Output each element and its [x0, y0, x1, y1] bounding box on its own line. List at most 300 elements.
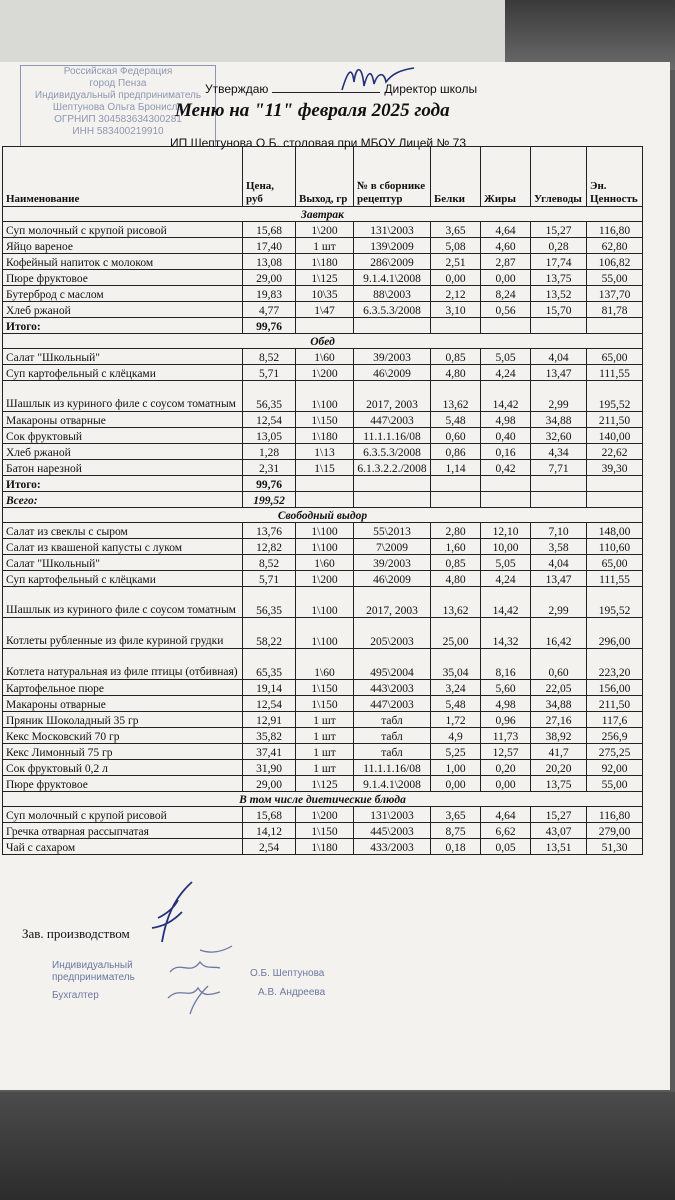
value-cell: 32,60: [531, 428, 587, 444]
dish-name-cell: Чай с сахаром: [3, 839, 243, 855]
value-cell: 5,05: [481, 349, 531, 365]
value-cell: 4,9: [431, 728, 481, 744]
value-cell: 55,00: [587, 776, 643, 792]
value-cell: 2,99: [531, 587, 587, 618]
value-cell: 443\2003: [354, 680, 431, 696]
value-cell: 8,75: [431, 823, 481, 839]
dish-name-cell: Макароны отварные: [3, 696, 243, 712]
dish-name-cell: Котлеты рубленные из филе куриной грудки: [3, 618, 243, 649]
column-header: Выход, гр: [296, 147, 354, 207]
value-cell: 7\2009: [354, 539, 431, 555]
value-cell: 51,30: [587, 839, 643, 855]
value-cell: 35,04: [431, 649, 481, 680]
value-cell: 27,16: [531, 712, 587, 728]
stamp-line: ОГРНИП 304583634300281: [54, 114, 182, 125]
value-cell: 0,56: [481, 302, 531, 318]
value-cell: 99,76: [243, 318, 296, 334]
value-cell: 9.1.4.1\2008: [354, 270, 431, 286]
value-cell: 1,60: [431, 539, 481, 555]
value-cell: табл: [354, 712, 431, 728]
value-cell: 1\150: [296, 696, 354, 712]
menu-row: [3, 428, 643, 444]
value-cell: 14,12: [243, 823, 296, 839]
value-cell: 286\2009: [354, 254, 431, 270]
menu-row: [3, 587, 643, 618]
value-cell: [481, 318, 531, 334]
menu-row: [3, 839, 643, 855]
value-cell: [296, 492, 354, 508]
production-manager-label: Зав. производством: [22, 926, 130, 941]
value-cell: 0,85: [431, 555, 481, 571]
value-cell: 110,60: [587, 539, 643, 555]
dish-name-cell: Сок фруктовый: [3, 428, 243, 444]
value-cell: 2017, 2003: [354, 381, 431, 412]
menu-row: [3, 302, 643, 318]
value-cell: 0,86: [431, 444, 481, 460]
menu-row: [3, 349, 643, 365]
value-cell: 4,64: [481, 807, 531, 823]
value-cell: [296, 318, 354, 334]
value-cell: 9.1.4.1\2008: [354, 776, 431, 792]
dish-name-cell: Шашлык из куриного филе с соусом томатным: [3, 381, 243, 412]
menu-row: [3, 807, 643, 823]
value-cell: 199,52: [243, 492, 296, 508]
stamp-line: ИНН 583400219910: [72, 126, 164, 137]
menu-row: [3, 365, 643, 381]
value-cell: 1\180: [296, 254, 354, 270]
value-cell: табл: [354, 728, 431, 744]
value-cell: 445\2003: [354, 823, 431, 839]
manager-signature: [148, 878, 198, 948]
value-cell: 14,42: [481, 587, 531, 618]
value-cell: 14,32: [481, 618, 531, 649]
value-cell: 5,05: [481, 555, 531, 571]
value-cell: 5,08: [431, 238, 481, 254]
menu-row: [3, 696, 643, 712]
background-bottom: [0, 1092, 675, 1200]
value-cell: 256,9: [587, 728, 643, 744]
value-cell: 111,55: [587, 571, 643, 587]
value-cell: 20,20: [531, 760, 587, 776]
value-cell: 55,00: [587, 270, 643, 286]
value-cell: 1 шт: [296, 712, 354, 728]
column-header: Цена, руб: [243, 147, 296, 207]
value-cell: 5,25: [431, 744, 481, 760]
menu-row: [3, 744, 643, 760]
value-cell: 279,00: [587, 823, 643, 839]
value-cell: 4,24: [481, 571, 531, 587]
column-header: Наименование: [3, 147, 243, 207]
section-header-row: [3, 207, 643, 222]
dish-name-cell: Салат из свеклы с сыром: [3, 523, 243, 539]
value-cell: 0,16: [481, 444, 531, 460]
value-cell: 117,6: [587, 712, 643, 728]
value-cell: 116,80: [587, 222, 643, 238]
value-cell: 1\180: [296, 839, 354, 855]
dish-name-cell: Макароны отварные: [3, 412, 243, 428]
dish-name-cell: Салат из квашеной капусты с луком: [3, 539, 243, 555]
section-header-row: [3, 792, 643, 807]
value-cell: 4,04: [531, 349, 587, 365]
value-cell: 1\200: [296, 365, 354, 381]
value-cell: 5,48: [431, 696, 481, 712]
value-cell: 13,08: [243, 254, 296, 270]
value-cell: 2,54: [243, 839, 296, 855]
value-cell: 1\180: [296, 428, 354, 444]
value-cell: 15,68: [243, 222, 296, 238]
value-cell: 56,35: [243, 587, 296, 618]
value-cell: 0,40: [481, 428, 531, 444]
value-cell: 39,30: [587, 460, 643, 476]
value-cell: 137,70: [587, 286, 643, 302]
menu-row: [3, 571, 643, 587]
menu-row: [3, 760, 643, 776]
value-cell: 41,7: [531, 744, 587, 760]
value-cell: 1\125: [296, 776, 354, 792]
value-cell: [296, 476, 354, 492]
dish-name-cell: Бутерброд с маслом: [3, 286, 243, 302]
page-title: Меню на "11" февраля 2025 года: [175, 100, 450, 121]
section-title: Завтрак: [3, 207, 643, 222]
value-cell: 4,77: [243, 302, 296, 318]
value-cell: 0,85: [431, 349, 481, 365]
menu-row: [3, 680, 643, 696]
value-cell: 15,68: [243, 807, 296, 823]
stamp-name: О.Б. Шептунова: [250, 968, 325, 979]
value-cell: 11,73: [481, 728, 531, 744]
dish-name-cell: Пряник Шоколадный 35 гр: [3, 712, 243, 728]
dish-name-cell: Хлеб ржаной: [3, 302, 243, 318]
value-cell: 1\150: [296, 823, 354, 839]
value-cell: 29,00: [243, 270, 296, 286]
value-cell: 29,00: [243, 776, 296, 792]
menu-row: [3, 712, 643, 728]
dish-name-cell: Кекс Лимонный 75 гр: [3, 744, 243, 760]
table-header-row: [3, 147, 643, 207]
value-cell: 433/2003: [354, 839, 431, 855]
section-header-row: [3, 334, 643, 349]
value-cell: 12,82: [243, 539, 296, 555]
value-cell: 5,71: [243, 571, 296, 587]
value-cell: 13,62: [431, 587, 481, 618]
total-row: [3, 492, 643, 508]
value-cell: 2017, 2003: [354, 587, 431, 618]
value-cell: 15,27: [531, 222, 587, 238]
value-cell: 13,62: [431, 381, 481, 412]
value-cell: 43,07: [531, 823, 587, 839]
value-cell: 39/2003: [354, 555, 431, 571]
value-cell: 55\2013: [354, 523, 431, 539]
value-cell: 148,00: [587, 523, 643, 539]
value-cell: 156,00: [587, 680, 643, 696]
value-cell: 17,74: [531, 254, 587, 270]
value-cell: 5,48: [431, 412, 481, 428]
accountant-name: А.В. Андреева: [258, 987, 326, 998]
section-title: В том числе диетические блюда: [3, 792, 643, 807]
menu-row: [3, 381, 643, 412]
value-cell: 6.3.5.3/2008: [354, 444, 431, 460]
value-cell: 4,80: [431, 571, 481, 587]
value-cell: [431, 318, 481, 334]
dish-name-cell: Суп молочный с крупой рисовой: [3, 807, 243, 823]
value-cell: 8,52: [243, 555, 296, 571]
value-cell: 12,91: [243, 712, 296, 728]
value-cell: 0,60: [531, 649, 587, 680]
menu-row: [3, 412, 643, 428]
menu-row: [3, 238, 643, 254]
value-cell: 12,54: [243, 412, 296, 428]
value-cell: 7,71: [531, 460, 587, 476]
value-cell: 1 шт: [296, 728, 354, 744]
value-cell: 7,10: [531, 523, 587, 539]
dish-name-cell: Суп картофельный с клёцками: [3, 571, 243, 587]
menu-row: [3, 618, 643, 649]
value-cell: 19,14: [243, 680, 296, 696]
value-cell: 275,25: [587, 744, 643, 760]
menu-row: [3, 539, 643, 555]
value-cell: 0,05: [481, 839, 531, 855]
value-cell: 4,98: [481, 696, 531, 712]
value-cell: 31,90: [243, 760, 296, 776]
value-cell: 211,50: [587, 696, 643, 712]
value-cell: 13,05: [243, 428, 296, 444]
value-cell: 1 шт: [296, 238, 354, 254]
value-cell: [481, 476, 531, 492]
dish-name-cell: Кекс Московский 70 гр: [3, 728, 243, 744]
value-cell: 3,65: [431, 807, 481, 823]
value-cell: 92,00: [587, 760, 643, 776]
value-cell: 25,00: [431, 618, 481, 649]
value-cell: 8,24: [481, 286, 531, 302]
value-cell: 6.1.3.2.2./2008: [354, 460, 431, 476]
value-cell: 3,24: [431, 680, 481, 696]
value-cell: 2,51: [431, 254, 481, 270]
approve-role: Директор школы: [384, 82, 478, 96]
value-cell: 8,52: [243, 349, 296, 365]
value-cell: 0,18: [431, 839, 481, 855]
section-title: Обед: [3, 334, 643, 349]
dish-name-cell: Салат "Школьный": [3, 555, 243, 571]
value-cell: 11.1.1.16/08: [354, 428, 431, 444]
value-cell: 1\100: [296, 523, 354, 539]
value-cell: 1\100: [296, 618, 354, 649]
value-cell: 1,28: [243, 444, 296, 460]
dish-name-cell: Кофейный напиток с молоком: [3, 254, 243, 270]
value-cell: 14,42: [481, 381, 531, 412]
value-cell: 11.1.1.16/08: [354, 760, 431, 776]
menu-row: [3, 460, 643, 476]
value-cell: 37,41: [243, 744, 296, 760]
value-cell: 99,76: [243, 476, 296, 492]
column-header: Углеводы: [531, 147, 587, 207]
value-cell: 4,34: [531, 444, 587, 460]
column-header: Жиры: [481, 147, 531, 207]
value-cell: 65,00: [587, 555, 643, 571]
total-row: [3, 318, 643, 334]
value-cell: 5,60: [481, 680, 531, 696]
menu-table: [2, 146, 643, 855]
value-cell: 3,10: [431, 302, 481, 318]
value-cell: [431, 492, 481, 508]
value-cell: 4,24: [481, 365, 531, 381]
menu-row: [3, 270, 643, 286]
value-cell: табл: [354, 744, 431, 760]
dish-name-cell: Сок фруктовый 0,2 л: [3, 760, 243, 776]
value-cell: [531, 492, 587, 508]
value-cell: 46\2009: [354, 571, 431, 587]
menu-row: [3, 649, 643, 680]
menu-row: [3, 254, 643, 270]
menu-row: [3, 555, 643, 571]
value-cell: 0,60: [431, 428, 481, 444]
approve-label: Утверждаю: [205, 82, 269, 96]
value-cell: 140,00: [587, 428, 643, 444]
value-cell: 0,96: [481, 712, 531, 728]
value-cell: 1\100: [296, 587, 354, 618]
value-cell: 13,47: [531, 365, 587, 381]
section-title: Свободный выдор: [3, 508, 643, 523]
value-cell: 58,22: [243, 618, 296, 649]
value-cell: 139\2009: [354, 238, 431, 254]
value-cell: 38,92: [531, 728, 587, 744]
value-cell: 205\2003: [354, 618, 431, 649]
value-cell: 4,64: [481, 222, 531, 238]
value-cell: 22,05: [531, 680, 587, 696]
value-cell: [587, 318, 643, 334]
dish-name-cell: Пюре фруктовое: [3, 776, 243, 792]
director-signature: [338, 60, 418, 98]
value-cell: 6.3.5.3/2008: [354, 302, 431, 318]
dish-name-cell: Суп картофельный с клёцками: [3, 365, 243, 381]
dish-name-cell: Шашлык из куриного филе с соусом томатным: [3, 587, 243, 618]
value-cell: 1 шт: [296, 744, 354, 760]
value-cell: 1,72: [431, 712, 481, 728]
value-cell: 13,75: [531, 776, 587, 792]
column-header: № в сборнике рецептур: [354, 147, 431, 207]
value-cell: 56,35: [243, 381, 296, 412]
menu-row: [3, 728, 643, 744]
dish-name-cell: Гречка отварная рассыпчатая: [3, 823, 243, 839]
value-cell: 62,80: [587, 238, 643, 254]
menu-row: [3, 823, 643, 839]
stamp-line: Индивидуальный предприниматель: [34, 90, 202, 101]
dish-name-cell: Пюре фруктовое: [3, 270, 243, 286]
value-cell: 5,71: [243, 365, 296, 381]
value-cell: 1\60: [296, 555, 354, 571]
value-cell: 111,55: [587, 365, 643, 381]
stamp-role: Индивидуальный предприниматель: [52, 960, 135, 983]
value-cell: 0,00: [481, 270, 531, 286]
value-cell: [354, 492, 431, 508]
value-cell: 116,80: [587, 807, 643, 823]
value-cell: 12,54: [243, 696, 296, 712]
dish-name-cell: Батон нарезной: [3, 460, 243, 476]
value-cell: 81,78: [587, 302, 643, 318]
section-header-row: [3, 508, 643, 523]
value-cell: 15,27: [531, 807, 587, 823]
value-cell: 1,14: [431, 460, 481, 476]
value-cell: [531, 476, 587, 492]
value-cell: 2,31: [243, 460, 296, 476]
value-cell: [431, 476, 481, 492]
value-cell: [531, 318, 587, 334]
value-cell: 1 шт: [296, 760, 354, 776]
value-cell: 1\60: [296, 649, 354, 680]
value-cell: [587, 492, 643, 508]
value-cell: 106,82: [587, 254, 643, 270]
value-cell: 13,76: [243, 523, 296, 539]
value-cell: 34,88: [531, 412, 587, 428]
value-cell: 447\2003: [354, 412, 431, 428]
value-cell: 1,00: [431, 760, 481, 776]
value-cell: 2,99: [531, 381, 587, 412]
dish-name-cell: Яйцо вареное: [3, 238, 243, 254]
value-cell: [354, 476, 431, 492]
value-cell: 1\47: [296, 302, 354, 318]
value-cell: 17,40: [243, 238, 296, 254]
value-cell: 13,51: [531, 839, 587, 855]
value-cell: 1\13: [296, 444, 354, 460]
value-cell: 12,57: [481, 744, 531, 760]
value-cell: 15,70: [531, 302, 587, 318]
value-cell: 131\2003: [354, 807, 431, 823]
value-cell: 1\100: [296, 539, 354, 555]
value-cell: 88\2003: [354, 286, 431, 302]
menu-row: [3, 523, 643, 539]
menu-row: [3, 286, 643, 302]
value-cell: 131\2003: [354, 222, 431, 238]
value-cell: 3,65: [431, 222, 481, 238]
value-cell: 2,87: [481, 254, 531, 270]
value-cell: 1\200: [296, 222, 354, 238]
total-row: [3, 476, 643, 492]
value-cell: 0,00: [431, 776, 481, 792]
value-cell: 8,16: [481, 649, 531, 680]
value-cell: 495\2004: [354, 649, 431, 680]
value-cell: 0,28: [531, 238, 587, 254]
dish-name-cell: Котлета натуральная из филе птицы (отбивная): [3, 649, 243, 680]
value-cell: 0,00: [481, 776, 531, 792]
value-cell: 0,42: [481, 460, 531, 476]
value-cell: 1\150: [296, 412, 354, 428]
stamp-line: город Пенза: [89, 78, 147, 89]
value-cell: 4,04: [531, 555, 587, 571]
value-cell: 16,42: [531, 618, 587, 649]
value-cell: 46\2009: [354, 365, 431, 381]
value-cell: 4,98: [481, 412, 531, 428]
value-cell: 13,52: [531, 286, 587, 302]
value-cell: 19,83: [243, 286, 296, 302]
dish-name-cell: Картофельное пюре: [3, 680, 243, 696]
value-cell: 13,47: [531, 571, 587, 587]
value-cell: 296,00: [587, 618, 643, 649]
stamp-line: Российская Федерация: [63, 66, 173, 77]
value-cell: 2,80: [431, 523, 481, 539]
value-cell: 65,35: [243, 649, 296, 680]
value-cell: 39/2003: [354, 349, 431, 365]
value-cell: 1\200: [296, 571, 354, 587]
column-header: Белки: [431, 147, 481, 207]
value-cell: 10,00: [481, 539, 531, 555]
value-cell: 6,62: [481, 823, 531, 839]
value-cell: 195,52: [587, 587, 643, 618]
value-cell: 1\150: [296, 680, 354, 696]
dish-name-cell: Итого:: [3, 318, 243, 334]
value-cell: 223,20: [587, 649, 643, 680]
value-cell: 13,75: [531, 270, 587, 286]
dish-name-cell: Суп молочный с крупой рисовой: [3, 222, 243, 238]
value-cell: 1\100: [296, 381, 354, 412]
